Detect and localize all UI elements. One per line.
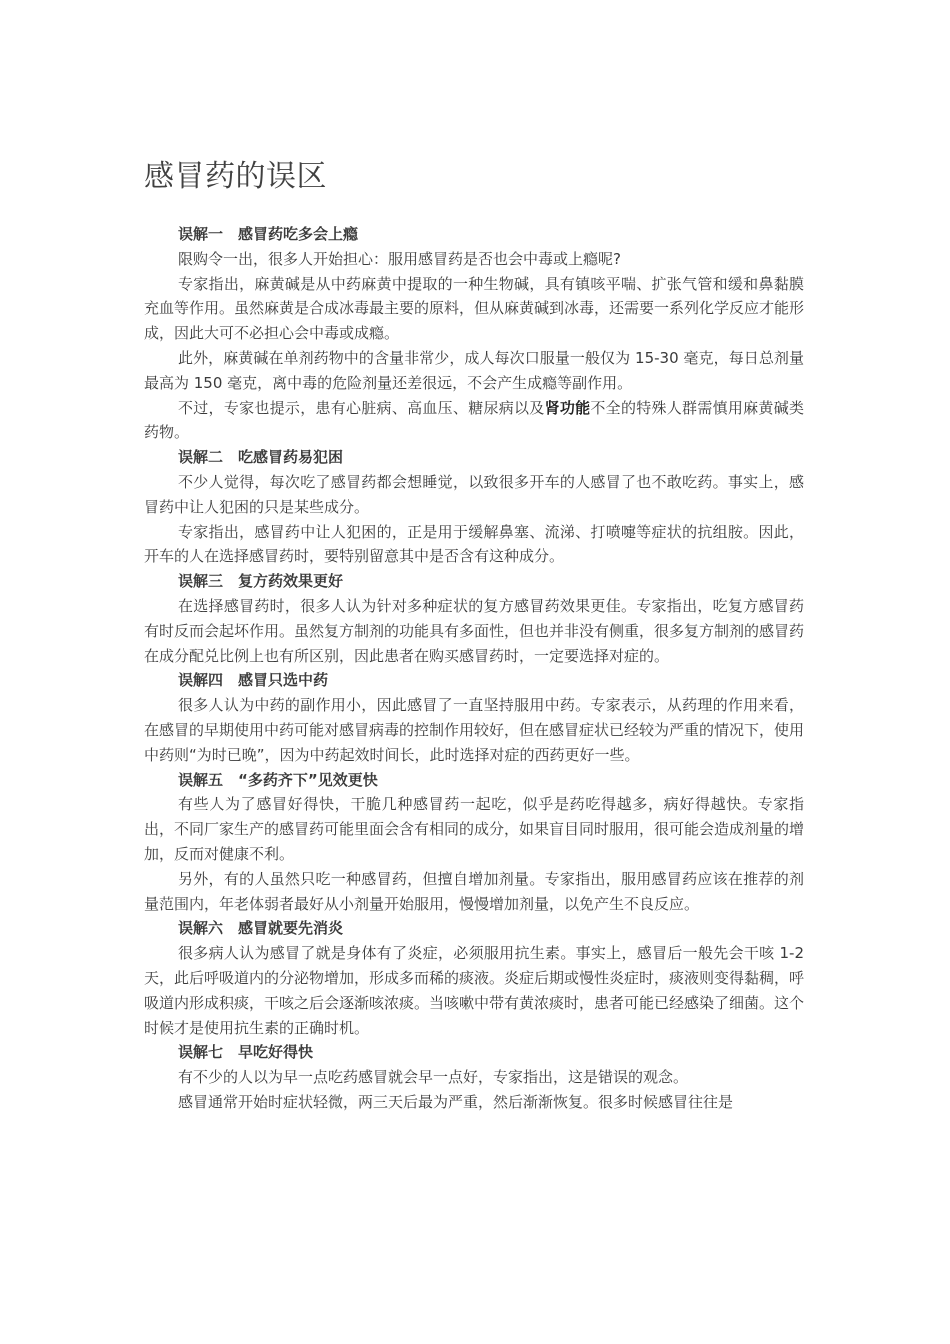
page-title: 感冒药的误区 xyxy=(144,159,327,194)
section-misconception-1 xyxy=(144,222,804,445)
section-misconception-7 xyxy=(144,1040,804,1114)
section-heading: 误解四 感冒只选中药 xyxy=(178,671,329,690)
paragraph: 在选择感冒药时，很多人认为针对多种症状的复方感冒药效果更佳。专家指出，吃复方感冒药有时反而会起坏作用。虽然复方制剂的功能具有多面性，但也并非没有侧重，很多复方制剂的感冒药在成分配兑比例上也有所区别，因此患者在购买感冒药时，一定要选择对症的。 xyxy=(144,596,805,665)
section-heading: 误解七 早吃好得快 xyxy=(178,1043,314,1062)
paragraph-text: 不过，专家也提示，患有心脏病、高血压、糖尿病以及 xyxy=(178,398,545,417)
paragraph: 专家指出，麻黄碱是从中药麻黄中提取的一种生物碱，具有镇咳平喘、扩张气管和缓和鼻黏膜充血等作用。虽然麻黄是合成冰毒最主要的原料，但从麻黄碱到冰毒，还需要一系列化学反应才能形成，因此大可不必担心会中毒或成瘾。 xyxy=(144,274,805,343)
paragraph: 不少人觉得，每次吃了感冒药都会想睡觉，以致很多开车的人感冒了也不敢吃药。事实上，感冒药中让人犯困的只是某些成分。 xyxy=(144,472,804,516)
section-heading: 误解六 感冒就要先消炎 xyxy=(178,919,344,938)
document-page xyxy=(144,150,804,1115)
section-misconception-5 xyxy=(144,768,804,917)
paragraph: 很多人认为中药的副作用小，因此感冒了一直坚持服用中药。专家表示，从药理的作用来看，在感冒的早期使用中药可能对感冒病毒的控制作用较好，但在感冒症状已经较为严重的情况下，使用中药则“为时已晚”，因为中药起效时间长，此时选择对症的西药更好一些。 xyxy=(144,696,805,764)
section-misconception-4 xyxy=(144,668,804,767)
paragraph: 很多病人认为感冒了就是身体有了炎症，必须服用抗生素。事实上，感冒后一般先会干咳 1-2 天，此后呼吸道内的分泌物增加，形成多而稀的痰液。炎症后期或慢性炎症时，痰液则变得黏稠，呼吸道内形成积痰，干咳之后会逐渐咳浓痰。当咳嗽中带有黄浓痰时，患者可能已经感染了细菌。这个时候才是使用抗生素的正确时机。 xyxy=(144,944,805,1037)
section-misconception-3 xyxy=(144,569,804,668)
paragraph: 专家指出，感冒药中让人犯困的，正是用于缓解鼻塞、流涕、打喷嚏等症状的抗组胺。因此，开车的人在选择感冒药时，要特别留意其中是否含有这种成分。 xyxy=(144,522,804,566)
paragraph: 限购令一出，很多人开始担心：服用感冒药是否也会中毒或上瘾呢? xyxy=(178,249,621,268)
paragraph: 感冒通常开始时症状轻微，两三天后最为严重，然后渐渐恢复。很多时候感冒往往是 xyxy=(178,1092,734,1111)
paragraph: 有些人为了感冒好得快，干脆几种感冒药一起吃，似乎是药吃得越多，病好得越快。专家指出，不同厂家生产的感冒药可能里面会含有相同的成分，如果盲目同时服用，很可能会造成剂量的增加，反而对健康不利。 xyxy=(144,795,805,863)
paragraph: 另外，有的人虽然只吃一种感冒药，但擅自增加剂量。专家指出，服用感冒药应该在推荐的剂量范围内，年老体弱者最好从小剂量开始服用，慢慢增加剂量，以免产生不良反应。 xyxy=(144,869,804,913)
section-heading: 误解二 吃感冒药易犯困 xyxy=(178,448,344,467)
section-heading: 误解一 感冒药吃多会上瘾 xyxy=(178,225,359,243)
paragraph: 有不少的人以为早一点吃药感冒就会早一点好，专家指出，这是错误的观念。 xyxy=(178,1068,689,1087)
paragraph xyxy=(144,396,804,446)
section-heading: 误解五 “多药齐下”见效更快 xyxy=(178,770,378,789)
section-misconception-6 xyxy=(144,916,804,1040)
section-heading: 误解三 复方药效果更好 xyxy=(178,572,344,591)
section-misconception-2 xyxy=(144,445,804,569)
paragraph-text: 不全的特殊人群需慎用麻黄碱类药物。 xyxy=(144,398,804,442)
highlighted-term: 肾功能 xyxy=(544,398,591,417)
paragraph: 此外，麻黄碱在单剂药物中的含量非常少，成人每次口服量一般仅为 15-30 毫克，每日总剂量最高为 150 毫克，离中毒的危险剂量还差很远，不会产生成瘾等副作用。 xyxy=(144,348,804,392)
